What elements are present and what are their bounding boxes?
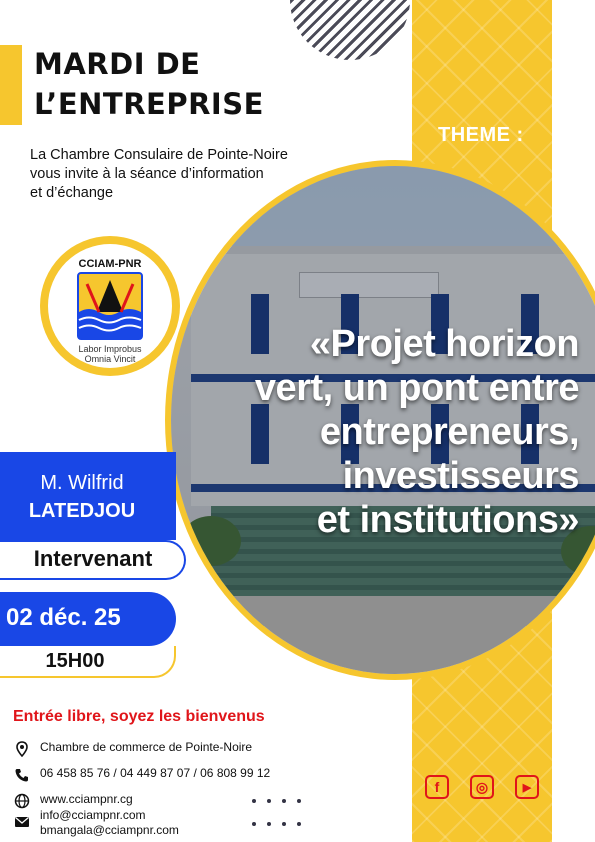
quote-line-1: «Projet horizon xyxy=(309,323,579,365)
event-time: 15H00 xyxy=(45,650,105,672)
title-accent-bar xyxy=(0,45,22,125)
location-pin-icon xyxy=(14,741,30,757)
logo-motto xyxy=(48,344,172,364)
title-line-1: MARDI DE xyxy=(34,47,201,81)
quote-line-2: vert, un pont entre xyxy=(254,367,579,409)
speaker-role: Intervenant xyxy=(33,546,153,571)
decorative-dots xyxy=(252,799,301,803)
facebook-icon[interactable]: f xyxy=(425,775,449,799)
quote-line-3: entrepreneurs, xyxy=(319,411,579,453)
email-bmangala[interactable]: bmangala@cciampnr.com xyxy=(40,823,179,837)
event-date: 02 déc. 25 xyxy=(6,604,121,631)
invite-line-2: vous invite à la séance d’information xyxy=(30,166,264,182)
website-row xyxy=(14,792,133,809)
welcome-text: Entrée libre, soyez les bienvenus xyxy=(13,708,265,725)
logo-name: CCIAM-PNR xyxy=(78,258,142,270)
motto-line-2: Omnia Vincit xyxy=(84,354,136,364)
quote-line-4: investisseurs xyxy=(342,455,579,497)
globe-icon xyxy=(14,793,30,809)
email-info[interactable]: info@cciampnr.com xyxy=(40,808,146,822)
event-title xyxy=(34,44,314,124)
phone-numbers[interactable]: 06 458 85 76 / 04 449 87 07 / 06 808 99 12 xyxy=(40,766,271,780)
title-line-2: L’ENTREPRISE xyxy=(34,87,264,121)
speaker-first-name: M. Wilfrid xyxy=(40,472,124,494)
address-row xyxy=(14,740,252,757)
address-text: Chambre de commerce de Pointe-Noire xyxy=(40,740,253,754)
email-list xyxy=(40,808,179,838)
instagram-icon[interactable]: ◎ xyxy=(470,775,494,799)
website-link[interactable]: www.cciampnr.cg xyxy=(40,792,133,806)
theme-label: THEME : xyxy=(438,124,524,146)
phone-icon xyxy=(14,767,30,783)
invite-line-1: La Chambre Consulaire de Pointe-Noire xyxy=(30,147,288,163)
email-row xyxy=(14,808,179,838)
mail-icon xyxy=(14,814,30,830)
speaker-last-name: LATEDJOU xyxy=(28,500,136,522)
theme-quote xyxy=(185,322,579,542)
invite-line-3: et d’échange xyxy=(30,185,114,201)
social-links xyxy=(425,775,539,799)
motto-line-1: Labor Improbus xyxy=(78,344,142,354)
youtube-icon[interactable]: ▶ xyxy=(515,775,539,799)
decorative-dots xyxy=(252,822,301,826)
cciam-shield-icon xyxy=(77,272,143,342)
quote-line-5: et institutions» xyxy=(316,499,579,541)
phone-row xyxy=(14,766,270,783)
speaker-box xyxy=(0,452,176,540)
